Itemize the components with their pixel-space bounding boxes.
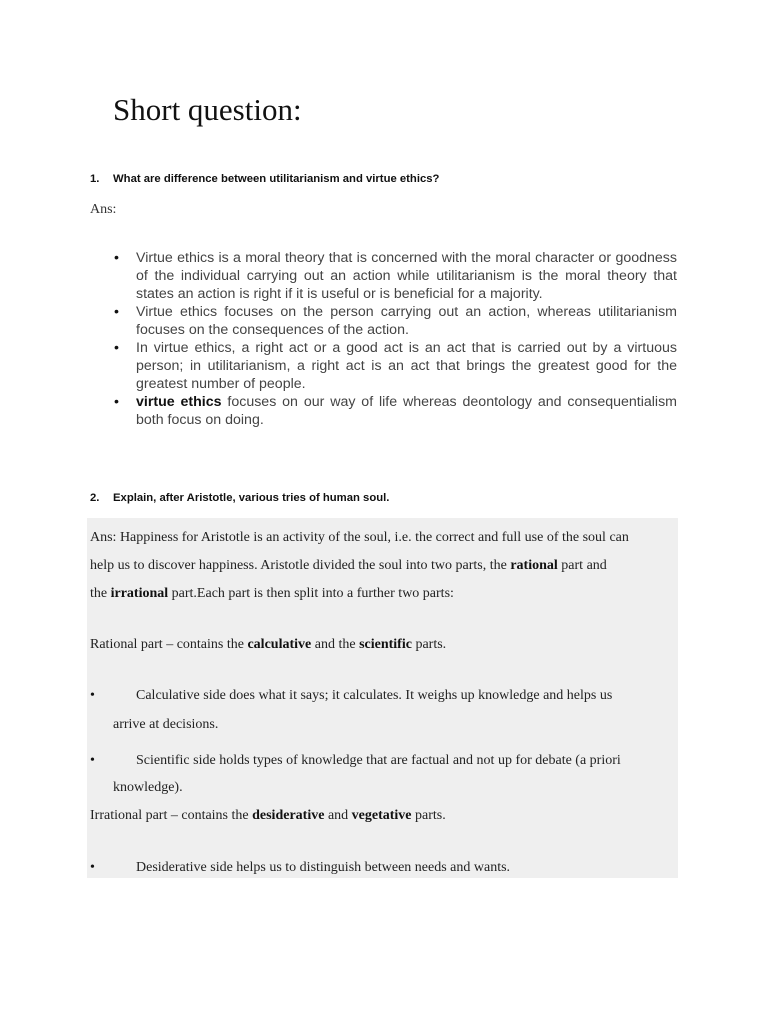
scientific-line-2: knowledge). <box>113 780 183 795</box>
answer-2-line-2 <box>90 558 607 574</box>
page-heading: Short question: <box>113 92 302 127</box>
rational-part-text: Rational part – contains the <box>90 637 248 652</box>
irrational-part-text: Irrational part – contains the <box>90 808 253 823</box>
question-1 <box>90 173 439 185</box>
answer-1-bullet: • Virtue ethics focuses on the person carrying out an action, whereas utilitarianism focuses on the consequences of the action. <box>112 303 677 339</box>
scientific-bold: scientific <box>359 637 412 652</box>
calculative-line-2: arrive at decisions. <box>113 717 219 732</box>
question-2-text: Explain, after Aristotle, various tries of human soul. <box>113 492 390 504</box>
rational-part-end: parts. <box>411 637 447 652</box>
answer-2-line-3-start: the <box>90 586 111 601</box>
answer-2-line-3-text: part.Each part is then split into a further two parts: <box>168 586 454 601</box>
answer-1-label: Ans: <box>90 202 117 217</box>
answer-1-bullet: • In virtue ethics, a right act or a good act is an act that is carried out by a virtuous person; in utilitarianism, a right act is an act that brings the greatest good for the greatest number of people. <box>112 339 677 393</box>
question-2 <box>90 492 389 504</box>
scientific-line-1: Scientific side holds types of knowledge that are factual and not up for debate (a priori <box>136 753 621 768</box>
answer-2-line-1: Ans: Happiness for Aristotle is an activity of the soul, i.e. the correct and full use of the soul can <box>90 530 629 545</box>
rational-part-and: and the <box>311 637 360 652</box>
bullet-dot: • <box>90 688 95 703</box>
answer-1-bullet-4-rest: focuses on our way of life whereas deontology and consequentialism both focus on doing. <box>136 394 677 428</box>
irrational-bold: irrational <box>110 586 169 601</box>
answer-2-line-3 <box>90 586 454 602</box>
answer-2-line-2-end: part and <box>557 558 607 573</box>
irrational-part-line <box>90 808 446 824</box>
irrational-part-end: parts. <box>411 808 446 823</box>
answer-1-bullet: • Virtue ethics is a moral theory that is concerned with the moral character or goodness of the individual carrying out an action while utilitarianism is the moral theory that states an action is right if it is useful or is beneficial for a majority. <box>112 249 677 303</box>
rational-bold: rational <box>510 558 558 573</box>
desiderative-line: Desiderative side helps us to distinguish between needs and wants. <box>136 860 511 875</box>
desiderative-bold: desiderative <box>252 808 325 823</box>
answer-1-bullet <box>112 393 677 429</box>
question-1-text: What are difference between utilitarianism and virtue ethics? <box>113 173 440 185</box>
irrational-part-and: and <box>324 808 352 823</box>
answer-1-bullet-list <box>112 249 677 429</box>
calculative-line-1: Calculative side does what it says; it calculates. It weighs up knowledge and helps us <box>136 688 613 703</box>
bullet-dot: • <box>90 860 95 875</box>
question-1-number: 1. <box>90 173 100 185</box>
question-2-number: 2. <box>90 492 100 504</box>
answer-2-line-2-text: help us to discover happiness. Aristotle divided the soul into two parts, the <box>90 558 511 573</box>
rational-part-line <box>90 637 446 653</box>
vegetative-bold: vegetative <box>351 808 412 823</box>
calculative-bold: calculative <box>247 637 312 652</box>
bullet-dot: • <box>90 753 95 768</box>
virtue-ethics-bold: virtue ethics <box>136 394 222 410</box>
